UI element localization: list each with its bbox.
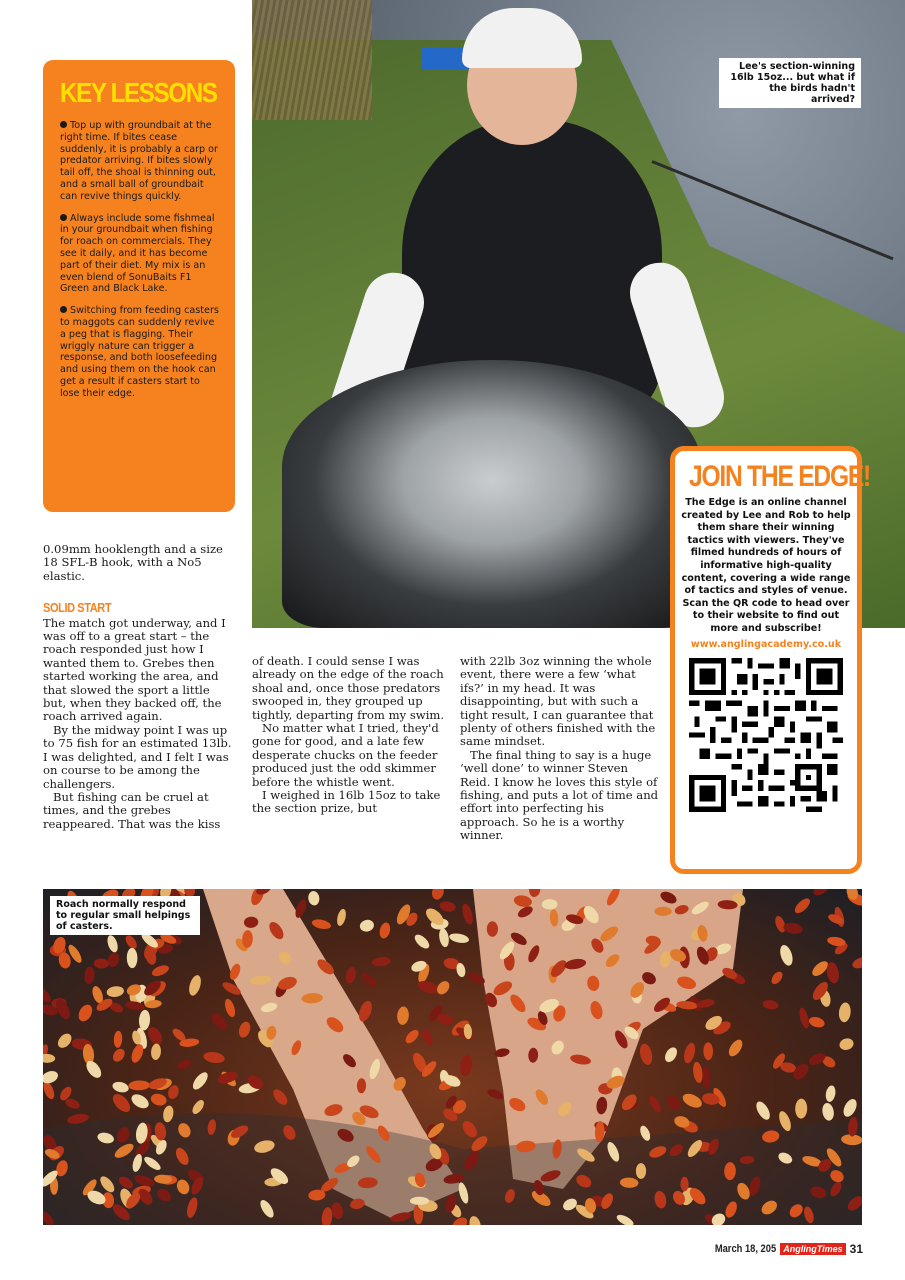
caster bbox=[359, 971, 379, 989]
article-column-3 bbox=[460, 655, 660, 843]
caster bbox=[84, 966, 96, 985]
caster bbox=[271, 1087, 290, 1108]
caster bbox=[438, 928, 450, 948]
article-paragraph: By the midway point I was up to 75 fish for an estimated 13lb. I was delighted, and I felt I was on course to be among the challengers. bbox=[43, 722, 232, 791]
caster bbox=[459, 1054, 474, 1077]
casters-illustration bbox=[43, 889, 862, 1225]
article-column-2 bbox=[252, 655, 452, 816]
caster bbox=[486, 1087, 505, 1101]
caster bbox=[726, 1037, 745, 1058]
caster bbox=[647, 1094, 664, 1114]
edge-description: The Edge is an online channel created by Lee and Rob to help them share their winning tactics with viewers. They've filmed hundreds of hours of informative high-quality content, covering a wide range of tactics and styles of venue. bbox=[681, 497, 851, 597]
edge-website-link[interactable]: www.anglingacademy.co.uk bbox=[690, 638, 842, 650]
caster bbox=[663, 1045, 680, 1064]
caster bbox=[150, 963, 170, 978]
caster bbox=[782, 921, 803, 935]
caster bbox=[636, 1163, 646, 1179]
caster bbox=[838, 1037, 855, 1052]
caster bbox=[203, 1051, 226, 1065]
caster bbox=[825, 1085, 837, 1103]
bullet-icon bbox=[60, 214, 67, 221]
caster bbox=[410, 1197, 429, 1205]
caster bbox=[127, 948, 138, 968]
caster bbox=[396, 1006, 409, 1025]
section-subhead: SOLID START bbox=[43, 600, 112, 616]
caster bbox=[111, 1080, 130, 1094]
caster bbox=[773, 915, 787, 934]
article-paragraph: 0.09mm hooklength and a size 18 SFL-B hook, with a No5 elastic. bbox=[43, 542, 223, 583]
caster bbox=[487, 921, 498, 936]
join-the-edge-box bbox=[670, 446, 870, 874]
caster bbox=[43, 1069, 60, 1086]
brand-logo: AnglingTimes bbox=[780, 1243, 845, 1255]
caster bbox=[851, 955, 862, 970]
caster bbox=[209, 1010, 230, 1032]
caster bbox=[838, 1002, 852, 1023]
keepnet-with-roach bbox=[282, 360, 702, 628]
caster bbox=[223, 998, 237, 1019]
caster bbox=[403, 1028, 421, 1046]
caster bbox=[176, 1058, 192, 1070]
caster bbox=[682, 1042, 697, 1065]
caster bbox=[680, 1177, 688, 1192]
casters-photo bbox=[43, 889, 862, 1225]
caster bbox=[371, 956, 391, 967]
caster bbox=[359, 918, 376, 933]
caster bbox=[76, 1002, 95, 1023]
caster bbox=[187, 974, 203, 997]
caster bbox=[378, 921, 392, 939]
caster bbox=[129, 1091, 151, 1111]
caster bbox=[762, 999, 779, 1010]
issue-date: March 18, 205 bbox=[714, 1243, 777, 1255]
caster bbox=[792, 896, 812, 916]
caster bbox=[150, 1043, 161, 1060]
page-footer bbox=[704, 1242, 863, 1256]
caster bbox=[460, 1118, 480, 1140]
article-column-1 bbox=[43, 543, 233, 831]
caster bbox=[55, 1031, 74, 1050]
caster bbox=[795, 1098, 807, 1118]
caster bbox=[113, 1031, 122, 1048]
caster bbox=[138, 1009, 150, 1030]
caster bbox=[692, 1061, 704, 1083]
caster bbox=[807, 1051, 827, 1068]
key-lessons-box bbox=[43, 60, 235, 512]
article-paragraph: of death. I could sense I was already on the edge of the roach shoal and, once those predators swooped in, they grouped up tightly, departing from my swim. bbox=[252, 654, 445, 722]
caster bbox=[798, 1007, 811, 1030]
caster bbox=[769, 970, 784, 987]
key-lessons-title: KEY LESSONS bbox=[60, 77, 217, 108]
caster bbox=[124, 1000, 145, 1012]
article-paragraph: But fishing can be cruel at times, and the grebes reappeared. That was the kiss bbox=[43, 789, 221, 831]
caster bbox=[460, 903, 475, 926]
caster bbox=[106, 934, 120, 954]
caster bbox=[128, 1080, 150, 1091]
bullet-icon bbox=[60, 306, 67, 313]
caster bbox=[703, 1042, 713, 1060]
qr-code-icon[interactable] bbox=[689, 658, 843, 812]
article-paragraph: The match got underway, and I was off to a great start – the roach responded just how I wanted them to. Grebes then started working the area, and that slowed the sport a little but, when they backed off, the roach arrived again. bbox=[43, 615, 226, 724]
lesson-item: Switching from feeding casters to maggots can suddenly revive a peg that is flagging. Their wriggly nature can trigger a response, and both loosefeeding and using them on the hook can get a result if casters start to lose their edge. bbox=[60, 305, 219, 399]
caster bbox=[94, 958, 110, 969]
caster bbox=[336, 908, 348, 927]
page-number: 31 bbox=[849, 1242, 863, 1256]
caster bbox=[420, 1028, 435, 1047]
caster bbox=[311, 918, 332, 931]
caster bbox=[448, 932, 469, 944]
caster bbox=[680, 1091, 704, 1110]
caster bbox=[106, 951, 120, 968]
article-paragraph: I weighed in 16lb 15oz to take the section prize, but bbox=[252, 788, 441, 816]
article-paragraph: with 22lb 3oz winning the whole event, there were a few ‘what ifs?’ in my head. It was disappointing, but with such a tight result, I can guarantee that plenty of others finished with the same mindset. bbox=[460, 654, 656, 749]
lesson-item: Top up with groundbait at the right time. If bites cease suddenly, it is probably a carp or predator arriving. If bites slowly tail off, the shoal is thinning out, and a small ball of groundbait can revive things quickly. bbox=[60, 120, 218, 202]
caster bbox=[149, 1092, 167, 1107]
caster bbox=[110, 1091, 134, 1115]
caster bbox=[145, 1025, 165, 1048]
edge-call-to-action: Scan the QR code to head over to their website to find out more and subscribe! bbox=[682, 597, 850, 634]
lesson-item: Always include some fishmeal in your groundbait when fishing for roach on commercials. They see it daily, and it has become part of their diet. My mix is an even blend of SonuBaits F1 Green and Black Lake. bbox=[60, 212, 215, 295]
caster bbox=[344, 966, 357, 984]
top-photo-caption: Lee's section-winning 16lb 15oz... but what if the birds hadn't arrived? bbox=[719, 58, 861, 108]
article-paragraph: No matter what I tried, they'd gone for good, and a late few desperate chucks on the feeder produced just the odd skimmer before the whistle went. bbox=[252, 721, 439, 789]
caster bbox=[821, 1102, 835, 1121]
caster bbox=[754, 1099, 773, 1122]
article-paragraph: The final thing to say is a huge ‘well done’ to winner Steven Reid. I know he loves this style of fishing, and puts a lot of time and effort into perfecting his approach. So he is a worthy winner. bbox=[460, 747, 659, 843]
caster bbox=[190, 1070, 210, 1092]
caster bbox=[841, 1097, 859, 1119]
caster bbox=[430, 889, 445, 901]
caster bbox=[110, 1046, 127, 1063]
caster bbox=[638, 1042, 654, 1066]
caster bbox=[701, 1066, 711, 1088]
caster bbox=[412, 932, 431, 951]
caster bbox=[812, 889, 831, 898]
caster bbox=[664, 1093, 683, 1112]
caster bbox=[106, 985, 125, 998]
caster bbox=[307, 890, 320, 906]
bullet-icon bbox=[60, 121, 67, 128]
caster bbox=[655, 907, 672, 916]
join-the-edge-title: JOIN THE EDGE! bbox=[689, 460, 870, 493]
caster bbox=[808, 1015, 826, 1029]
caster bbox=[778, 943, 795, 967]
caster bbox=[43, 1054, 55, 1063]
bottom-photo-caption: Roach normally respond to regular small helpings of casters. bbox=[50, 896, 200, 935]
caster bbox=[237, 1020, 252, 1039]
caster bbox=[439, 900, 457, 913]
